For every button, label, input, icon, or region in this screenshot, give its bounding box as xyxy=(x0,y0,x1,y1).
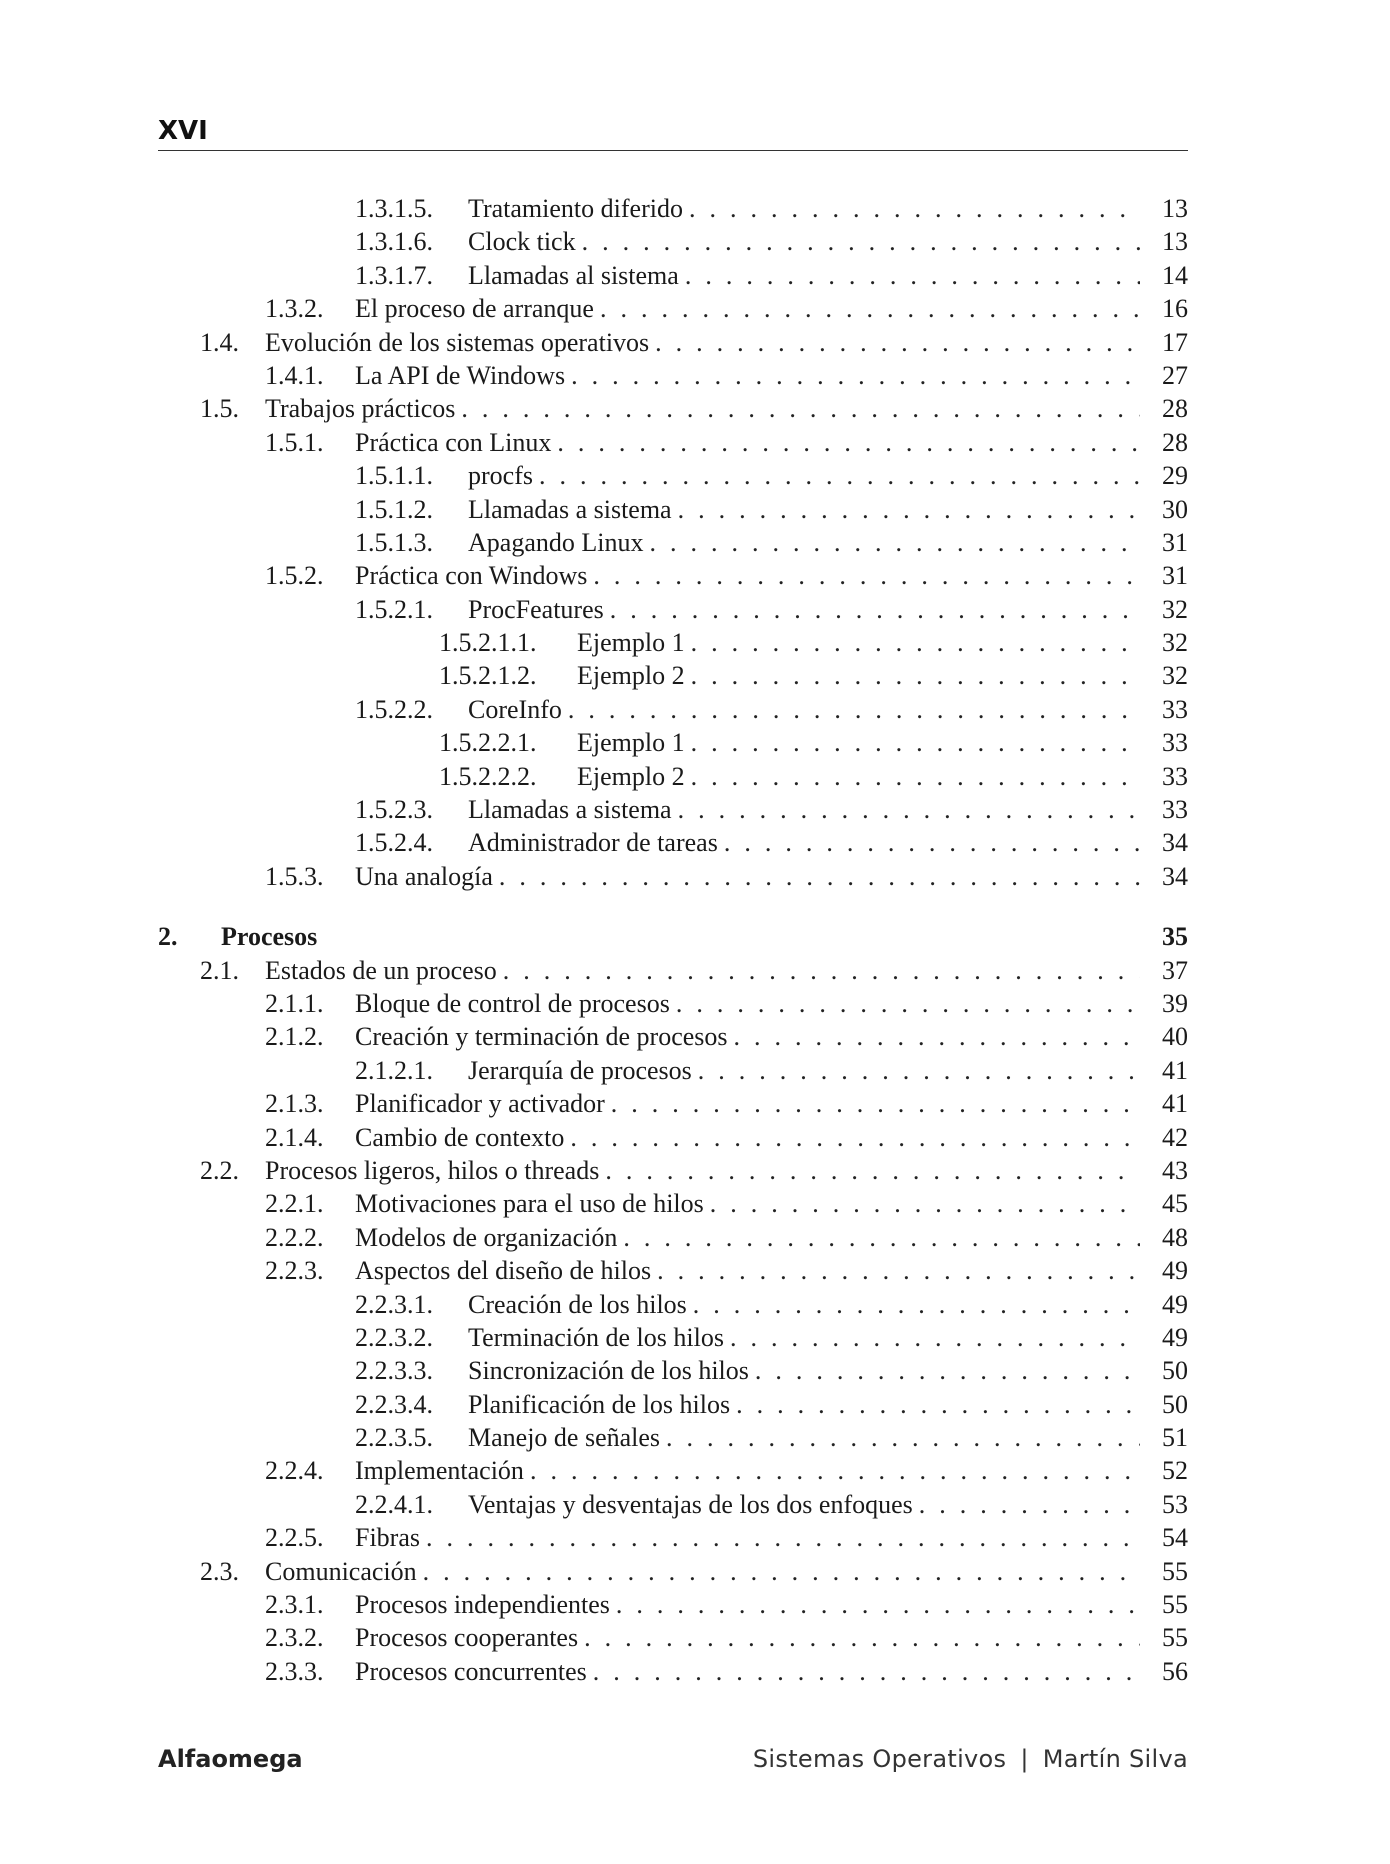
toc-entry-page: 56 xyxy=(1162,1656,1188,1686)
dot-leader xyxy=(689,192,1140,225)
toc-entry-page: 28 xyxy=(1162,427,1188,457)
toc-entry xyxy=(158,793,1188,826)
dot-leader xyxy=(691,726,1140,759)
toc-entry-page: 45 xyxy=(1162,1189,1188,1219)
toc-entry-title: Una analogía xyxy=(355,861,493,891)
dot-leader xyxy=(685,259,1140,292)
toc-entry-title: Planificación de los hilos xyxy=(468,1389,731,1419)
toc-entry-page: 14 xyxy=(1162,260,1188,290)
toc-entry-number: 1.5.2.1.1. xyxy=(439,628,537,658)
toc-entry-title: Ventajas y desventajas de los dos enfoques xyxy=(468,1489,913,1519)
toc-entry-number: 2.2. xyxy=(200,1155,239,1185)
dot-leader xyxy=(593,1655,1140,1688)
toc-entry-title: Manejo de señales xyxy=(468,1423,661,1453)
table-of-contents xyxy=(158,192,1188,1688)
dot-leader xyxy=(919,1488,1140,1521)
toc-entry-title: Procesos cooperantes xyxy=(355,1623,579,1653)
toc-entry-page: 54 xyxy=(1162,1523,1188,1553)
toc-entry-number: 1.5.2. xyxy=(265,561,324,591)
toc-entry xyxy=(158,526,1188,559)
toc-entry-page: 30 xyxy=(1162,494,1188,524)
toc-entry xyxy=(158,593,1188,626)
toc-entry xyxy=(158,1454,1188,1487)
dot-leader xyxy=(676,987,1140,1020)
page-footer xyxy=(158,1745,1188,1781)
toc-entry-page: 34 xyxy=(1162,828,1188,858)
toc-entry-title: Clock tick xyxy=(468,227,576,257)
page-number: XVI xyxy=(158,116,208,146)
toc-entry-number: 1.4. xyxy=(200,327,239,357)
toc-entry xyxy=(158,1555,1188,1588)
toc-entry-page: 55 xyxy=(1162,1556,1188,1586)
toc-entry xyxy=(158,426,1188,459)
toc-entry-number: 2.1.2.1. xyxy=(355,1055,433,1085)
toc-entry-page: 49 xyxy=(1162,1289,1188,1319)
toc-entry-title: Práctica con Windows xyxy=(355,561,588,591)
toc-entry-title: Procesos xyxy=(221,922,318,952)
toc-entry-number: 2.2.2. xyxy=(265,1222,324,1252)
toc-entry xyxy=(158,954,1188,987)
toc-entry-number: 1.5.2.4. xyxy=(355,828,433,858)
toc-entry-title: Llamadas a sistema xyxy=(468,795,672,825)
toc-entry-number: 2.2.3.5. xyxy=(355,1423,433,1453)
toc-entry xyxy=(158,1488,1188,1521)
toc-entry-page: 31 xyxy=(1162,527,1188,557)
toc-entry-page: 33 xyxy=(1162,761,1188,791)
toc-entry-number: 1.5.2.1. xyxy=(355,594,433,624)
toc-entry-title: Terminación de los hilos xyxy=(468,1322,724,1352)
toc-entry xyxy=(158,392,1188,425)
dot-leader xyxy=(710,1187,1140,1220)
toc-entry-title: Procesos independientes xyxy=(355,1590,610,1620)
dot-leader xyxy=(611,1087,1140,1120)
toc-entry xyxy=(158,1221,1188,1254)
dot-leader xyxy=(691,626,1140,659)
toc-entry xyxy=(158,1154,1188,1187)
toc-entry xyxy=(158,1621,1188,1654)
toc-entry xyxy=(158,626,1188,659)
toc-entry-page: 28 xyxy=(1162,394,1188,424)
toc-entry-number: 1.5.1.1. xyxy=(355,461,433,491)
dot-leader xyxy=(736,1388,1140,1421)
dot-leader xyxy=(655,326,1140,359)
toc-entry-page: 13 xyxy=(1162,194,1188,223)
toc-entry xyxy=(158,493,1188,526)
toc-entry-number: 2. xyxy=(158,922,178,952)
toc-entry xyxy=(158,559,1188,592)
toc-entry xyxy=(158,1288,1188,1321)
toc-entry xyxy=(158,459,1188,492)
dot-leader xyxy=(605,1154,1140,1187)
toc-entry-number: 1.5.1.2. xyxy=(355,494,433,524)
dot-leader xyxy=(568,693,1140,726)
dot-leader xyxy=(499,860,1140,893)
toc-entry-number: 2.1.4. xyxy=(265,1122,324,1152)
toc-entry-title: Ejemplo 1 xyxy=(577,628,685,658)
toc-entry-page: 50 xyxy=(1162,1389,1188,1419)
dot-leader xyxy=(691,659,1140,692)
toc-entry-number: 2.2.3. xyxy=(265,1256,324,1286)
book-credit xyxy=(753,1745,1188,1773)
toc-entry-number: 2.3.2. xyxy=(265,1623,324,1653)
toc-entry xyxy=(158,1588,1188,1621)
dot-leader xyxy=(426,1521,1140,1554)
toc-entry xyxy=(158,826,1188,859)
dot-leader xyxy=(693,1288,1140,1321)
toc-entry-number: 1.3.1.5. xyxy=(355,194,433,223)
dot-leader xyxy=(730,1321,1140,1354)
toc-entry-page: 13 xyxy=(1162,227,1188,257)
toc-entry-title: Fibras xyxy=(355,1523,420,1553)
toc-entry-title: Procesos ligeros, hilos o threads xyxy=(265,1155,600,1185)
dot-leader xyxy=(423,1555,1140,1588)
toc-entry-number: 2.1.1. xyxy=(265,988,324,1018)
toc-entry-title: Sincronización de los hilos xyxy=(468,1356,749,1386)
toc-entry-page: 41 xyxy=(1162,1089,1188,1119)
toc-entry-page: 49 xyxy=(1162,1256,1188,1286)
toc-entry-title: La API de Windows xyxy=(355,360,566,390)
toc-entry-page: 17 xyxy=(1162,327,1188,357)
toc-entry-title: Evolución de los sistemas operativos xyxy=(265,327,650,357)
toc-entry-number: 2.3.3. xyxy=(265,1656,324,1686)
toc-entry-title: Planificador y activador xyxy=(355,1089,605,1119)
dot-leader xyxy=(539,459,1140,492)
toc-entry xyxy=(158,292,1188,325)
toc-entry-page: 49 xyxy=(1162,1322,1188,1352)
toc-entry-page: 43 xyxy=(1162,1155,1188,1185)
toc-entry-page: 33 xyxy=(1162,694,1188,724)
toc-entry xyxy=(158,1254,1188,1287)
book-title: Sistemas Operativos xyxy=(752,1745,1007,1773)
dot-leader xyxy=(557,426,1140,459)
toc-entry-page: 39 xyxy=(1162,988,1188,1018)
dot-leader xyxy=(461,392,1140,425)
toc-entry-number: 2.1.3. xyxy=(265,1089,324,1119)
dot-leader xyxy=(649,526,1140,559)
toc-entry-page: 53 xyxy=(1162,1489,1188,1519)
toc-entry-title: Ejemplo 2 xyxy=(577,761,685,791)
toc-entry xyxy=(158,760,1188,793)
toc-entry-title: Administrador de tareas xyxy=(468,828,718,858)
toc-entry-page: 55 xyxy=(1162,1590,1188,1620)
dot-leader xyxy=(530,1454,1140,1487)
toc-entry xyxy=(158,1354,1188,1387)
toc-entry-page: 51 xyxy=(1162,1423,1188,1453)
toc-entry-title: El proceso de arranque xyxy=(355,294,594,324)
dot-leader xyxy=(503,954,1140,987)
toc-entry-number: 2.2.3.1. xyxy=(355,1289,433,1319)
toc-entry xyxy=(158,1020,1188,1053)
toc-entry-title: Cambio de contexto xyxy=(355,1122,565,1152)
toc-entry-number: 2.1. xyxy=(200,955,239,985)
toc-entry-number: 1.5.1. xyxy=(265,427,324,457)
toc-entry-title: Creación de los hilos xyxy=(468,1289,687,1319)
toc-entry-title: Modelos de organización xyxy=(355,1222,618,1252)
toc-entry xyxy=(158,659,1188,692)
toc-entry-page: 29 xyxy=(1162,461,1188,491)
toc-entry-title: Apagando Linux xyxy=(468,527,644,557)
toc-entry-number: 1.5.2.2. xyxy=(355,694,433,724)
dot-leader xyxy=(691,760,1140,793)
toc-entry-page: 32 xyxy=(1162,661,1188,691)
toc-entry-title: Creación y terminación de procesos xyxy=(355,1022,728,1052)
dot-leader xyxy=(610,593,1140,626)
toc-entry-title: Práctica con Linux xyxy=(355,427,552,457)
toc-entry-title: Bloque de control de procesos xyxy=(355,988,670,1018)
toc-entry-page: 42 xyxy=(1162,1122,1188,1152)
toc-entry-title: Llamadas al sistema xyxy=(468,260,679,290)
toc-entry-page: 33 xyxy=(1162,795,1188,825)
toc-entry-title: Tratamiento diferido xyxy=(468,194,683,223)
toc-entry-page: 37 xyxy=(1162,955,1188,985)
toc-entry-title: Implementación xyxy=(355,1456,524,1486)
toc-entry-number: 1.5.2.2.2. xyxy=(439,761,537,791)
toc-entry-number: 2.1.2. xyxy=(265,1022,324,1052)
toc-entry-page: 35 xyxy=(1162,922,1188,952)
page-header xyxy=(158,112,1188,151)
toc-entry-number: 2.2.4. xyxy=(265,1456,324,1486)
toc-entry xyxy=(158,693,1188,726)
dot-leader xyxy=(734,1020,1140,1053)
dot-leader xyxy=(678,493,1140,526)
author-name: Martín Silva xyxy=(1042,1745,1188,1773)
toc-entry-page: 48 xyxy=(1162,1222,1188,1252)
toc-entry xyxy=(158,1187,1188,1220)
toc-entry-page: 27 xyxy=(1162,360,1188,390)
dot-leader xyxy=(571,359,1140,392)
toc-entry-number: 2.2.3.4. xyxy=(355,1389,433,1419)
toc-entry-title: Ejemplo 2 xyxy=(577,661,685,691)
toc-entry-title: Aspectos del diseño de hilos xyxy=(355,1256,652,1286)
toc-entry-title: Llamadas a sistema xyxy=(468,494,672,524)
toc-entry-title: Procesos concurrentes xyxy=(355,1656,587,1686)
toc-entry xyxy=(158,1655,1188,1688)
toc-entry-page: 40 xyxy=(1162,1022,1188,1052)
toc-entry xyxy=(158,225,1188,258)
toc-entry xyxy=(158,1121,1188,1154)
toc-entry-number: 2.2.3.3. xyxy=(355,1356,433,1386)
toc-entry-page: 50 xyxy=(1162,1356,1188,1386)
toc-entry xyxy=(158,1087,1188,1120)
toc-entry-title: Ejemplo 1 xyxy=(577,728,685,758)
dot-leader xyxy=(616,1588,1140,1621)
toc-entry-number: 1.4.1. xyxy=(265,360,324,390)
toc-entry xyxy=(158,860,1188,893)
toc-entry xyxy=(158,192,1188,225)
toc-entry xyxy=(158,1321,1188,1354)
toc-entry xyxy=(158,987,1188,1020)
toc-entry xyxy=(158,326,1188,359)
toc-entry-number: 1.5. xyxy=(200,394,239,424)
toc-entry xyxy=(158,1521,1188,1554)
dot-leader xyxy=(623,1221,1140,1254)
footer-separator: | xyxy=(1020,1745,1029,1773)
toc-entry-page: 32 xyxy=(1162,628,1188,658)
dot-leader xyxy=(698,1054,1140,1087)
toc-entry-number: 1.3.1.7. xyxy=(355,260,433,290)
toc-entry-title: CoreInfo xyxy=(468,694,562,724)
toc-entry-page: 33 xyxy=(1162,728,1188,758)
toc-entry-number: 1.3.2. xyxy=(265,294,324,324)
toc-entry-number: 1.5.3. xyxy=(265,861,324,891)
toc-entry-page: 41 xyxy=(1162,1055,1188,1085)
toc-entry-title: ProcFeatures xyxy=(468,594,604,624)
toc-entry xyxy=(158,259,1188,292)
toc-entry-title: Trabajos prácticos xyxy=(265,394,456,424)
dot-leader xyxy=(666,1421,1140,1454)
toc-entry-title: procfs xyxy=(468,461,533,491)
toc-entry-number: 2.2.3.2. xyxy=(355,1322,433,1352)
toc-entry-number: 1.5.2.2.1. xyxy=(439,728,537,758)
toc-entry xyxy=(158,726,1188,759)
dot-leader xyxy=(593,559,1140,592)
dot-leader xyxy=(724,826,1140,859)
toc-entry-page: 55 xyxy=(1162,1623,1188,1653)
toc-entry xyxy=(158,359,1188,392)
dot-leader xyxy=(755,1354,1140,1387)
toc-entry-title: Comunicación xyxy=(265,1556,417,1586)
toc-entry-number: 1.3.1.6. xyxy=(355,227,433,257)
toc-entry-number: 1.5.1.3. xyxy=(355,527,433,557)
toc-entry xyxy=(158,1388,1188,1421)
toc-entry-number: 2.3. xyxy=(200,1556,239,1586)
toc-entry-number: 2.2.5. xyxy=(265,1523,324,1553)
toc-entry-number: 1.5.2.1.2. xyxy=(439,661,537,691)
dot-leader xyxy=(584,1621,1140,1654)
dot-leader xyxy=(582,225,1140,258)
toc-entry-title: Jerarquía de procesos xyxy=(468,1055,692,1085)
dot-leader xyxy=(678,793,1140,826)
toc-entry-page: 52 xyxy=(1162,1456,1188,1486)
dot-leader xyxy=(600,292,1140,325)
publisher-name: Alfaomega xyxy=(158,1745,303,1773)
toc-chapter-entry xyxy=(158,920,1188,953)
toc-entry-number: 2.3.1. xyxy=(265,1590,324,1620)
toc-entry-title: Motivaciones para el uso de hilos xyxy=(355,1189,704,1219)
toc-entry-page: 31 xyxy=(1162,561,1188,591)
toc-entry xyxy=(158,1054,1188,1087)
toc-entry-number: 1.5.2.3. xyxy=(355,795,433,825)
dot-leader xyxy=(657,1254,1140,1287)
toc-entry-page: 16 xyxy=(1162,294,1188,324)
toc-entry-page: 34 xyxy=(1162,861,1188,891)
toc-entry-title: Estados de un proceso xyxy=(265,955,497,985)
toc-entry-number: 2.2.4.1. xyxy=(355,1489,433,1519)
toc-entry xyxy=(158,1421,1188,1454)
toc-entry-number: 2.2.1. xyxy=(265,1189,324,1219)
toc-entry-page: 32 xyxy=(1162,594,1188,624)
dot-leader xyxy=(570,1121,1140,1154)
